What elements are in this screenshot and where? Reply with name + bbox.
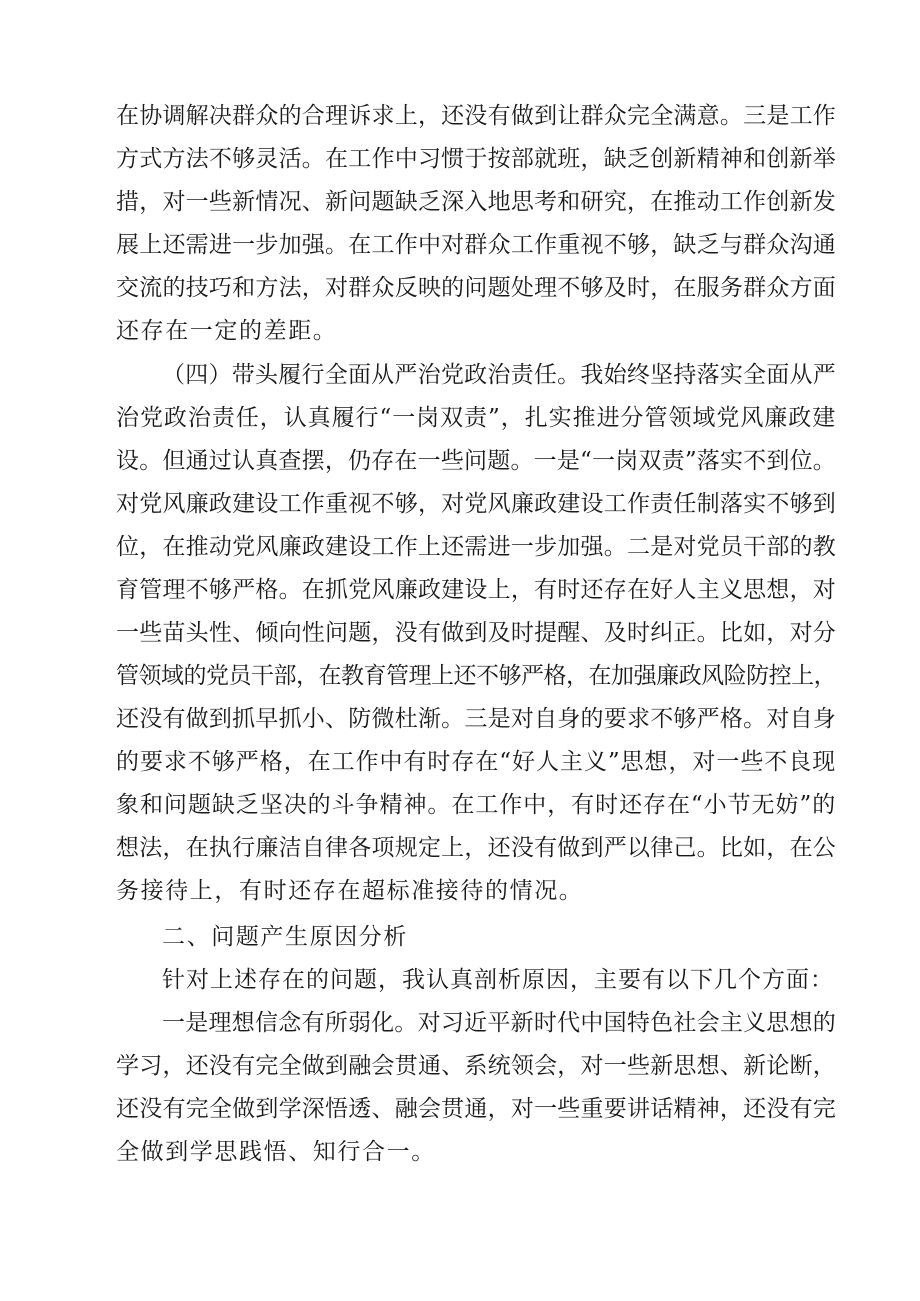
text-line: 还没有做到抓早抓小、防微杜渐。三是对自身的要求不够严格。对自身 xyxy=(116,706,836,732)
text-line: 全做到学思践悟、知行合一。 xyxy=(116,1139,436,1165)
text-line: 治党政治责任，认真履行“一岗双责”，扎实推进分管领域党风廉政建 xyxy=(116,405,836,431)
text-line: 措，对一些新情况、新问题缺乏深入地思考和研究，在推动工作创新发 xyxy=(116,189,836,215)
text-line: 学习，还没有完全做到融会贯通、系统领会，对一些新思想、新论断， xyxy=(116,1053,836,1079)
text-line: 想法，在执行廉洁自律各项规定上，还没有做到严以律己。比如，在公 xyxy=(116,835,836,861)
text-line: 对党风廉政建设工作重视不够，对党风廉政建设工作责任制落实不够到 xyxy=(116,491,836,517)
text-line: 还存在一定的差距。 xyxy=(116,318,338,344)
text-line: 设。但通过认真查摆，仍存在一些问题。一是“一岗双责”落实不到位。 xyxy=(116,448,836,474)
text-line: 还没有完全做到学深悟透、融会贯通，对一些重要讲话精神，还没有完 xyxy=(116,1096,836,1122)
text-line: 育管理不够严格。在抓党风廉政建设上，有时还存在好人主义思想，对 xyxy=(116,577,836,603)
text-line: （四）带头履行全面从严治党政治责任。我始终坚持落实全面从严 xyxy=(162,362,836,388)
text-line: 位，在推动党风廉政建设工作上还需进一步加强。二是对党员干部的教 xyxy=(116,534,836,560)
text-line: 在协调解决群众的合理诉求上，还没有做到让群众完全满意。三是工作 xyxy=(116,103,836,129)
text-line: 展上还需进一步加强。在工作中对群众工作重视不够，缺乏与群众沟通 xyxy=(116,232,836,258)
section-heading: 二、问题产生原因分析 xyxy=(162,924,408,950)
text-line: 的要求不够严格，在工作中有时存在“好人主义”思想，对一些不良现 xyxy=(116,749,836,775)
text-line: 针对上述存在的问题，我认真剖析原因，主要有以下几个方面： xyxy=(162,967,834,993)
text-line: 管领域的党员干部，在教育管理上还不够严格，在加强廉政风险防控上， xyxy=(116,663,836,689)
text-line: 务接待上，有时还存在超标准接待的情况。 xyxy=(116,878,584,904)
text-line: 方式方法不够灵活。在工作中习惯于按部就班，缺乏创新精神和创新举 xyxy=(116,146,836,172)
text-line: 一是理想信念有所弱化。对习近平新时代中国特色社会主义思想的 xyxy=(162,1010,836,1036)
text-line: 象和问题缺乏坚决的斗争精神。在工作中，有时还存在“小节无妨”的 xyxy=(116,792,836,818)
text-line: 交流的技巧和方法，对群众反映的问题处理不够及时，在服务群众方面 xyxy=(116,275,836,301)
text-line: 一些苗头性、倾向性问题，没有做到及时提醒、及时纠正。比如，对分 xyxy=(116,620,836,646)
